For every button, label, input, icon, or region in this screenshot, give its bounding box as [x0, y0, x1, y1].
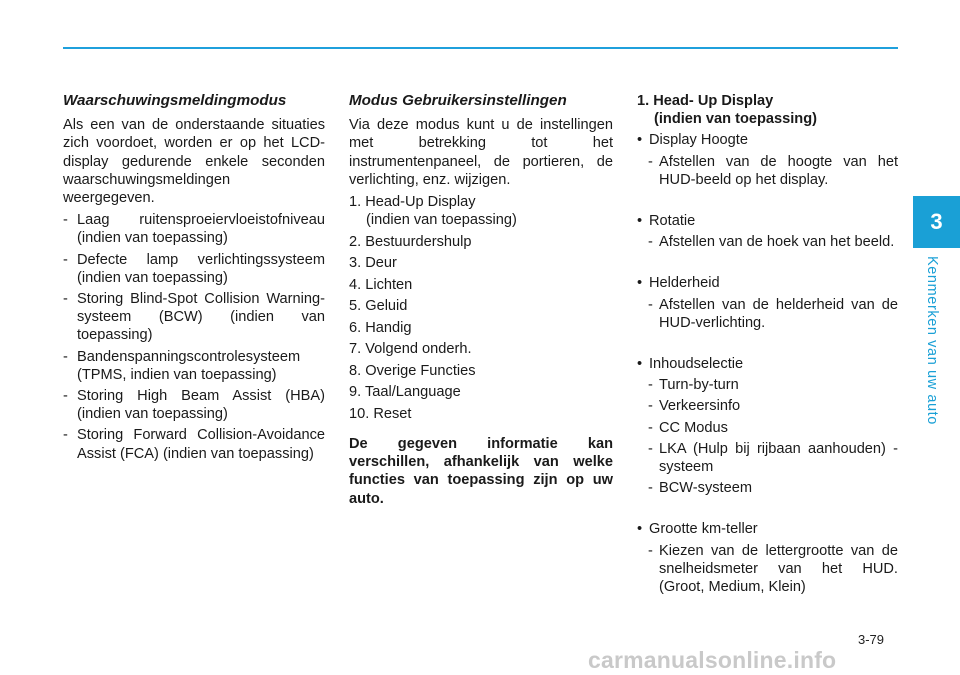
sub-item [637, 440, 898, 476]
bullet-mark: • [637, 275, 643, 292]
dash-mark: - [63, 388, 68, 405]
dash-mark: - [63, 427, 68, 444]
dash-mark: - [63, 251, 68, 268]
list-item-text: Defecte lamp verlichtingssysteem (indien van toepassing) [77, 251, 325, 286]
numbered-item: 7. Volgend onderh. [349, 341, 472, 358]
numbered-item: 8. Overige Functies [349, 362, 476, 379]
sub-item-text: Verkeersinfo [659, 398, 741, 415]
list-item [63, 426, 325, 462]
info-note: De gegeven informatie kan verschillen, afhankelijk van welke functies van toepassing zijn op uw auto. [349, 435, 613, 507]
intro-paragraph: Als een van de onderstaande situaties zich voordoet, worden er op het LCD-display gedurende enkele seconden waarschuwingsmeldingen weergegeven. [63, 117, 325, 207]
sub-item-text: Kiezen van de lettergrootte van de snelheidsmeter van het HUD. (Groot, Medium, Klein) [659, 542, 898, 596]
numbered-item: 2. Bestuurdershulp [349, 233, 472, 250]
list-item-text: Storing Blind-Spot Collision Warning-systeem (BCW) (indien van toepassing) [77, 291, 325, 344]
sub-item-text: BCW-systeem [659, 480, 752, 497]
list-item-text: Storing High Beam Assist (HBA) (indien van toepassing) [77, 388, 325, 423]
intro-paragraph: Via deze modus kunt u de instellingen met betrekking tot het instrumentenpaneel, de portieren, de verlichting, enz. wijzigen. [349, 117, 613, 188]
sub-item [637, 419, 898, 437]
sub-item [637, 233, 898, 251]
subsection-title [637, 92, 898, 128]
chapter-number-tab [913, 196, 960, 248]
numbered-item: 9. Taal/Language [349, 384, 461, 401]
dash-mark: - [648, 542, 653, 559]
numbered-item: 5. Geluid [349, 298, 408, 315]
bullet-label: Helderheid [649, 275, 720, 292]
dash-mark: - [648, 440, 653, 457]
sub-item [637, 542, 898, 597]
dash-mark: - [648, 480, 653, 497]
sub-item [637, 397, 898, 415]
dash-mark: - [648, 419, 653, 436]
subsection-title-note: (indien van toepassing) [654, 111, 817, 128]
list-item-text: Storing Forward Collision-Avoidance Assist (FCA) (indien van toepassing) [77, 427, 325, 462]
list-item [63, 251, 325, 287]
bullet-label: Display Hoogte [649, 132, 748, 149]
chapter-title: Kenmerken van uw auto [924, 256, 940, 425]
sub-item-text: Turn-by-turn [659, 377, 739, 394]
watermark-text: carmanualsonline.info [588, 647, 837, 673]
list-item [63, 211, 325, 247]
numbered-item-note: (indien van toepassing) [366, 212, 517, 229]
list-item [63, 387, 325, 423]
dash-mark: - [63, 291, 68, 308]
section-heading: Waarschuwingsmeldingmodus [63, 92, 287, 109]
header-rule [63, 47, 898, 49]
column-warning-messages [63, 92, 325, 466]
page-number: 3-79 [858, 632, 885, 647]
column-head-up-display [637, 92, 898, 596]
bullet-mark: • [637, 132, 643, 149]
sub-item [637, 296, 898, 332]
numbered-item: 6. Handig [349, 319, 412, 336]
sub-item [637, 376, 898, 394]
dash-mark: - [648, 296, 653, 313]
bullet-item [637, 355, 898, 373]
sub-item-text: Afstellen van de hoogte van het HUD-beeld op het display. [659, 153, 898, 188]
sub-item [637, 479, 898, 497]
sub-item-text: LKA (Hulp bij rijbaan aanhouden) -systeem [659, 440, 898, 476]
bullet-item [637, 212, 898, 230]
bullet-label: Rotatie [649, 213, 696, 230]
column-user-settings [349, 92, 613, 508]
sub-item-text: CC Modus [659, 419, 728, 436]
dash-mark: - [648, 377, 653, 394]
sub-item-text: Afstellen van de hoek van het beeld. [659, 234, 895, 251]
numbered-item [349, 193, 613, 229]
dash-mark: - [63, 212, 68, 229]
dash-mark: - [63, 348, 68, 365]
bullet-label: Inhoudselectie [649, 356, 744, 373]
list-item [63, 290, 325, 345]
sub-item [637, 153, 898, 189]
bullet-label: Grootte km-teller [649, 521, 758, 538]
dash-mark: - [648, 234, 653, 251]
bullet-mark: • [637, 213, 643, 230]
numbered-item-text: 1. Head-Up Display [349, 194, 476, 211]
numbered-item: 10. Reset [349, 405, 412, 422]
list-item-text: Bandenspanningscontrolesysteem (TPMS, indien van toepassing) [77, 348, 301, 383]
numbered-item: 3. Deur [349, 255, 397, 272]
section-heading: Modus Gebruikersinstellingen [349, 92, 567, 109]
bullet-mark: • [637, 356, 643, 373]
dash-mark: - [648, 398, 653, 415]
chapter-number: 3 [930, 209, 943, 234]
bullet-item [637, 520, 898, 538]
sub-item-text: Afstellen van de helderheid van de HUD-verlichting. [659, 296, 898, 331]
bullet-mark: • [637, 521, 643, 538]
bullet-item [637, 131, 898, 149]
subsection-title-main: 1. Head- Up Display [637, 93, 774, 109]
numbered-item: 4. Lichten [349, 276, 413, 293]
bullet-item [637, 274, 898, 292]
list-item-text: Laag ruitensproeiervloeistofniveau (indien van toepassing) [77, 212, 325, 247]
dash-mark: - [648, 153, 653, 170]
list-item [63, 348, 325, 384]
